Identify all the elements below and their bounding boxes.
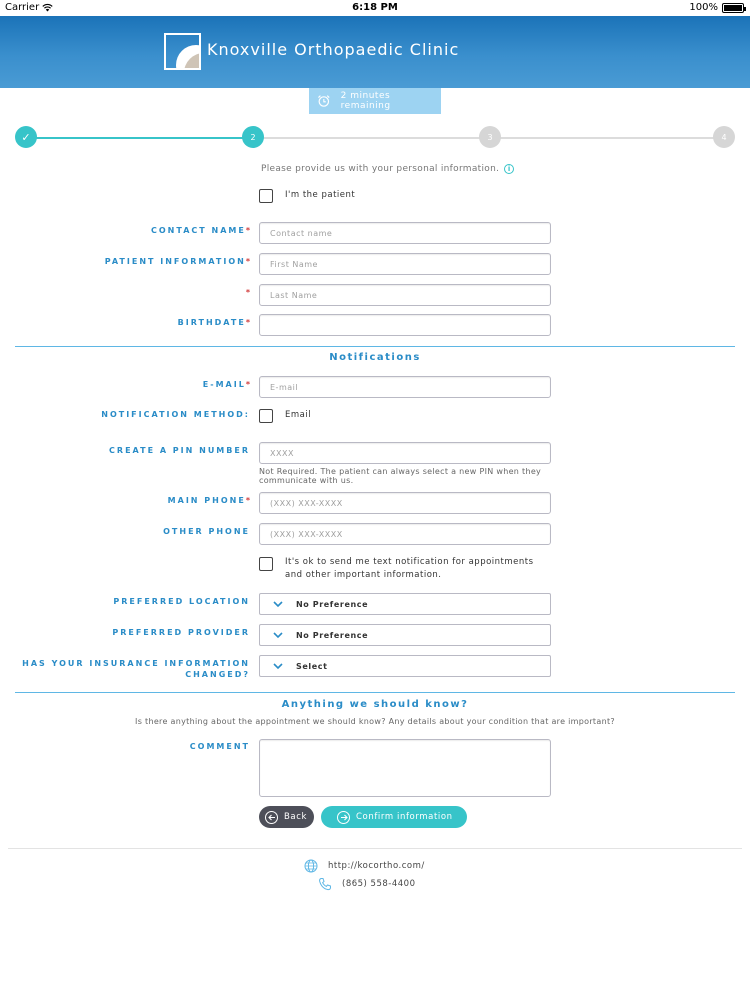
section-divider [15,692,735,693]
preferred-location-value: No Preference [296,599,369,609]
time-remaining-banner [309,88,441,114]
preferred-provider-label: PREFERRED PROVIDER [112,628,250,637]
step-1-complete: ✓ [15,126,37,148]
clinic-logo-icon [164,33,201,70]
preferred-provider-select[interactable] [259,624,551,646]
birthdate-input[interactable] [259,314,551,336]
main-phone-label: MAIN PHONE* [167,496,250,505]
contact-name-input[interactable]: Contact name [259,222,551,244]
main-phone-input[interactable]: (XXX) XXX-XXXX [259,492,551,514]
chevron-down-icon [260,632,296,639]
email-input[interactable]: E-mail [259,376,551,398]
app-header [0,16,750,88]
back-button-label: Back [284,812,308,822]
sms-consent-label: It's ok to send me text notification for appointments and other important information. [285,557,534,580]
chevron-down-icon [260,601,296,608]
step-3: 3 [479,126,501,148]
other-phone-input[interactable]: (XXX) XXX-XXXX [259,523,551,545]
comment-textarea[interactable] [259,739,551,797]
last-name-required-mark: * [245,288,250,297]
last-name-input[interactable]: Last Name [259,284,551,306]
preferred-location-label: PREFERRED LOCATION [113,597,250,606]
battery-icon [722,3,744,13]
preferred-location-select[interactable] [259,593,551,615]
phone-number[interactable]: (865) 558-4400 [342,879,416,889]
phone-row[interactable] [318,877,415,891]
globe-icon [304,859,318,873]
email-label: E-MAIL* [202,380,250,389]
info-icon[interactable]: i [504,164,514,174]
confirm-button-label: Confirm information [356,812,453,822]
footer-divider [8,848,742,849]
pin-input[interactable]: XXXX [259,442,551,464]
clinic-name: Knoxville Orthopaedic Clinic [207,40,460,59]
contact-name-label: CONTACT NAME* [150,226,250,235]
notification-method-label: NOTIFICATION METHOD: [101,410,250,419]
arrow-right-icon [337,811,350,824]
birthdate-label: BIRTHDATE* [177,318,250,327]
intro-label: Please provide us with your personal information. [261,164,500,174]
sms-consent-checkbox[interactable] [259,557,273,571]
patient-checkbox-label: I'm the patient [285,190,356,200]
email-method-checkbox[interactable] [259,409,273,423]
progress-stepper [0,126,750,150]
website-row[interactable] [304,859,425,873]
preferred-provider-value: No Preference [296,630,369,640]
phone-icon [318,877,332,891]
chevron-down-icon [260,663,296,670]
extra-info-subtitle: Is there anything about the appointment we should know? Any details about your condition that are important? [135,717,615,726]
notifications-title: Notifications [329,352,421,363]
pin-note: Not Required. The patient can always select a new PIN when they communicate with us. [259,467,542,485]
patient-info-label: PATIENT INFORMATION* [104,257,250,266]
step-2-current: 2 [242,126,264,148]
insurance-changed-value: Select [296,661,328,671]
step-4: 4 [713,126,735,148]
pin-label: CREATE A PIN NUMBER [109,446,250,455]
insurance-changed-label: HAS YOUR INSURANCE INFORMATION CHANGED? [22,659,250,679]
intro-text [261,164,514,174]
email-method-label: Email [285,410,312,420]
battery-percent: 100% [689,2,718,13]
first-name-input[interactable]: First Name [259,253,551,275]
timer-text: 2 minutes remaining [340,91,391,111]
comment-label: COMMENT [189,742,250,751]
other-phone-label: OTHER PHONE [163,527,250,536]
carrier-label: Carrier [5,2,40,13]
back-button[interactable] [259,806,314,828]
section-divider [15,346,735,347]
confirm-information-button[interactable] [321,806,467,828]
clock: 6:18 PM [352,2,398,13]
alarm-clock-icon [317,94,331,108]
arrow-left-icon [265,811,278,824]
patient-checkbox[interactable] [259,189,273,203]
status-bar [0,0,750,16]
website-link[interactable]: http://kocortho.com/ [328,861,425,871]
extra-info-title: Anything we should know? [281,699,469,710]
insurance-changed-select[interactable] [259,655,551,677]
